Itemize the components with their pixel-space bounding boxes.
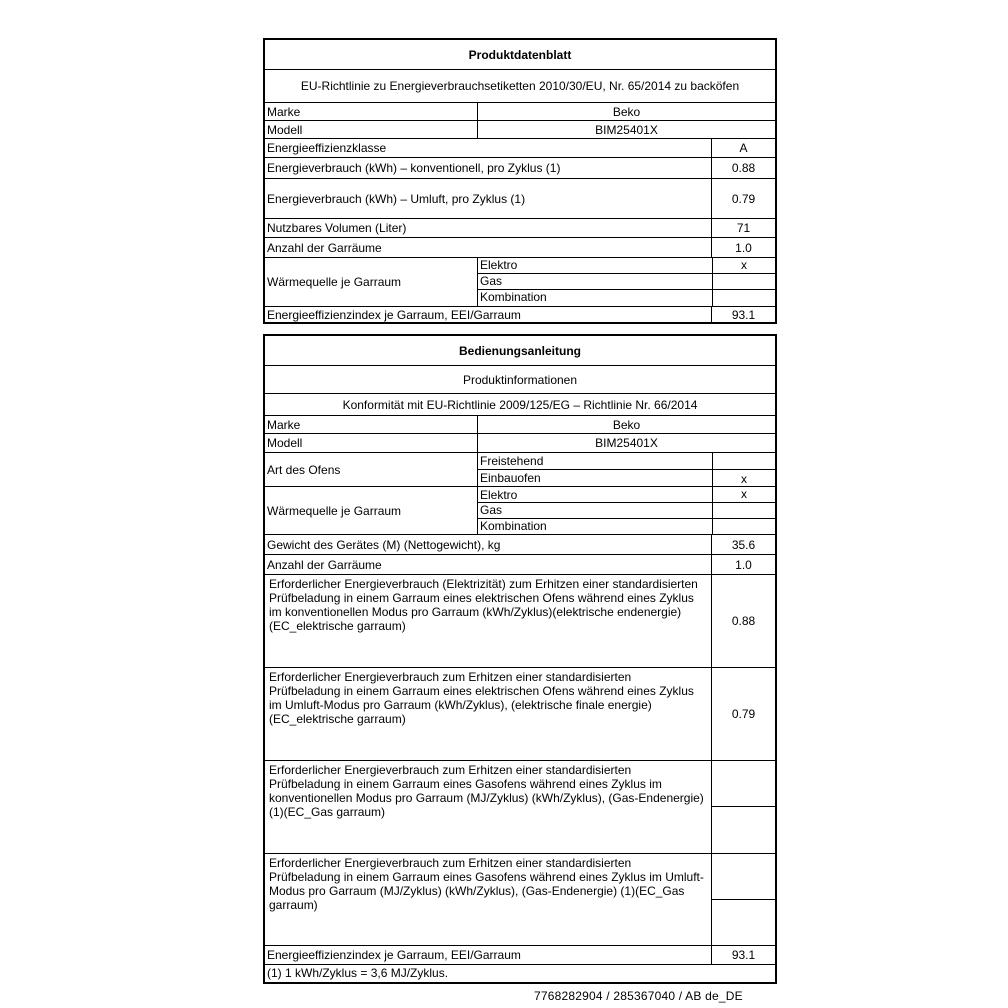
heat-source-options [477, 487, 775, 534]
conformity: Konformität mit EU-Richtlinie 2009/125/EG – Richtlinie Nr. 66/2014 [342, 397, 698, 412]
conformity-row [265, 394, 775, 416]
heat-option-gas [478, 274, 775, 290]
oven-option-freistehend [478, 453, 775, 470]
energy-class-label: Energieeffizienzklasse [267, 141, 387, 155]
weight-value: 35.6 [711, 535, 775, 554]
cavities-label: Anzahl der Garräume [267, 240, 382, 255]
sheet1-subtitle: EU-Richtlinie zu Energieverbrauchsetiketten 2010/30/EU, Nr. 65/2014 zu backöfen [300, 79, 740, 93]
cavities-row [265, 238, 775, 258]
heat-option-elektro [478, 258, 775, 274]
heat-option-value [712, 503, 775, 518]
heat-option-value [712, 290, 775, 306]
energy-conv-value: 0.88 [711, 158, 775, 178]
sheet2-title-row [265, 336, 775, 366]
heat-option-label: Kombination [480, 519, 547, 533]
eei-label: Energieeffizienzindex je Garraum, EEI/Garraum [267, 308, 521, 322]
sheet1-eei-row [265, 307, 775, 324]
heat-source-label: Wärmequelle je Garraum [267, 503, 402, 518]
oven-option-value: x [712, 470, 775, 486]
ec-gas-fan-cell-kwh [712, 900, 775, 945]
sheet1-title: Produktdatenblatt [468, 47, 572, 62]
ec-gas-conventional-cell-mj [712, 761, 775, 807]
model-value: BIM25401X [477, 121, 775, 138]
ec-electric-fan-row [265, 668, 775, 761]
heat-option-gas [478, 503, 775, 519]
heat-option-kombination [478, 290, 775, 306]
weight-label: Gewicht des Gerätes (M) (Nettogewicht), kg [267, 537, 501, 552]
oven-type-row [265, 453, 775, 487]
footnote-row [265, 965, 775, 982]
sheet2-eei-row [265, 946, 775, 965]
heat-option-kombination [478, 519, 775, 534]
eei-value: 93.1 [711, 307, 775, 324]
heat-option-elektro [478, 487, 775, 503]
document-reference: 7768282904 / 285367040 / AB de_DE [534, 989, 743, 1003]
sheet1-subtitle-row [265, 70, 775, 103]
model-label: Modell [267, 123, 303, 137]
sheet1-brand-row [265, 103, 775, 121]
ec-gas-fan-cell-mj [712, 854, 775, 900]
ec-gas-conventional-row [265, 761, 775, 854]
footnote: (1) 1 kWh/Zyklus = 3,6 MJ/Zyklus. [267, 966, 449, 980]
energy-conv-label: Energieverbrauch (kWh) – konventionell, pro Zyklus (1) [267, 161, 561, 175]
eei-value: 93.1 [711, 946, 775, 964]
ec-gas-fan-label: Erforderlicher Energieverbrauch zum Erhitzen einer standardisierten Prüfbeladung in einem Garraum eines Gasofens während eines Zyklus im Umluft-Modus pro Garraum (MJ/Zyklus) (kWh/Zyklus), (Gas-Endenergie) (1)(EC_Gas garraum) [269, 856, 704, 912]
volume-value: 71 [711, 219, 775, 237]
energy-class-row [265, 139, 775, 158]
ec-electric-fan-value: 0.79 [711, 668, 775, 760]
heat-option-label: Gas [480, 503, 503, 517]
energy-fan-row [265, 179, 775, 219]
sheet1-model-row [265, 121, 775, 139]
heat-option-value: x [712, 258, 775, 273]
cavities-value: 1.0 [711, 555, 775, 574]
oven-option-einbauofen [478, 470, 775, 486]
weight-row [265, 535, 775, 555]
heat-option-label: Elektro [480, 488, 518, 502]
oven-type-options [477, 453, 775, 486]
ec-gas-fan-row [265, 854, 775, 946]
sheet2-brand-row [265, 416, 775, 434]
oven-option-label: Freistehend [480, 454, 544, 468]
ec-gas-conventional-cell-kwh [712, 807, 775, 853]
volume-label: Nutzbares Volumen (Liter) [267, 221, 407, 235]
sheet1-title-row [265, 40, 775, 70]
heat-source-label: Wärmequelle je Garraum [267, 275, 402, 289]
heat-option-value [712, 274, 775, 289]
model-label: Modell [267, 436, 303, 450]
sheet2-title: Bedienungsanleitung [458, 343, 581, 358]
ec-gas-conventional-label: Erforderlicher Energieverbrauch zum Erhitzen einer standardisierten Prüfbeladung in einem Garraum eines Gasofens während eines Zyklus im konventionellen Modus pro Garraum (MJ/Zyklus) (kWh/Zyklus), (Gas-Endenergie) (1)(EC_Gas garraum) [269, 763, 704, 819]
heat-option-value [712, 519, 775, 534]
energy-fan-value: 0.79 [711, 179, 775, 218]
product-info: Produktinformationen [462, 372, 578, 387]
energy-class-value: A [711, 139, 775, 157]
ec-electric-conventional-value: 0.88 [711, 575, 775, 667]
heat-option-label: Gas [480, 274, 503, 288]
ec-electric-conventional-row [265, 575, 775, 668]
sheet2-model-row [265, 434, 775, 453]
brand-value: Beko [477, 103, 775, 120]
heat-option-label: Kombination [480, 290, 547, 304]
energy-fan-label: Energieverbrauch (kWh) – Umluft, pro Zyklus (1) [267, 191, 526, 206]
ec-gas-conventional-value-cells [711, 761, 775, 853]
heat-source-row [265, 258, 775, 307]
heat-option-label: Elektro [480, 258, 518, 272]
operating-instructions-sheet [263, 334, 777, 984]
ec-gas-fan-value-cells [711, 854, 775, 945]
cavities-label: Anzahl der Garräume [267, 557, 382, 572]
model-value: BIM25401X [477, 434, 775, 452]
ec-electric-fan-label: Erforderlicher Energieverbrauch zum Erhitzen einer standardisierten Prüfbeladung in einem Garraum eines elektrischen Ofens während eines Zyklus im Umluft-Modus pro Garraum (kWh/Zyklus), (elektrische finale energie)(EC_elektrische garraum) [269, 670, 694, 726]
heat-source-options [477, 258, 775, 306]
sheet2-heat-source-row [265, 487, 775, 535]
brand-label: Marke [267, 418, 301, 432]
eei-label: Energieeffizienzindex je Garraum, EEI/Garraum [267, 948, 521, 962]
ec-electric-conventional-label: Erforderlicher Energieverbrauch (Elektrizität) zum Erhitzen einer standardisierten Prüfbeladung in einem Garraum eines elektrischen Ofens während eines Zyklus im konventionellen Modus pro Garraum (kWh/Zyklus)(elektrische endenergie)(EC_elektrische garraum) [269, 577, 698, 633]
volume-row [265, 219, 775, 238]
brand-label: Marke [267, 105, 301, 119]
heat-option-value: x [712, 487, 775, 502]
sheet2-cavities-row [265, 555, 775, 575]
oven-option-label: Einbauofen [480, 471, 541, 485]
cavities-value: 1.0 [711, 238, 775, 257]
product-info-row [265, 366, 775, 394]
product-data-sheet [263, 38, 777, 324]
energy-conv-row [265, 158, 775, 179]
oven-option-value [712, 453, 775, 469]
oven-type-label: Art des Ofens [267, 462, 341, 477]
brand-value: Beko [477, 416, 775, 433]
